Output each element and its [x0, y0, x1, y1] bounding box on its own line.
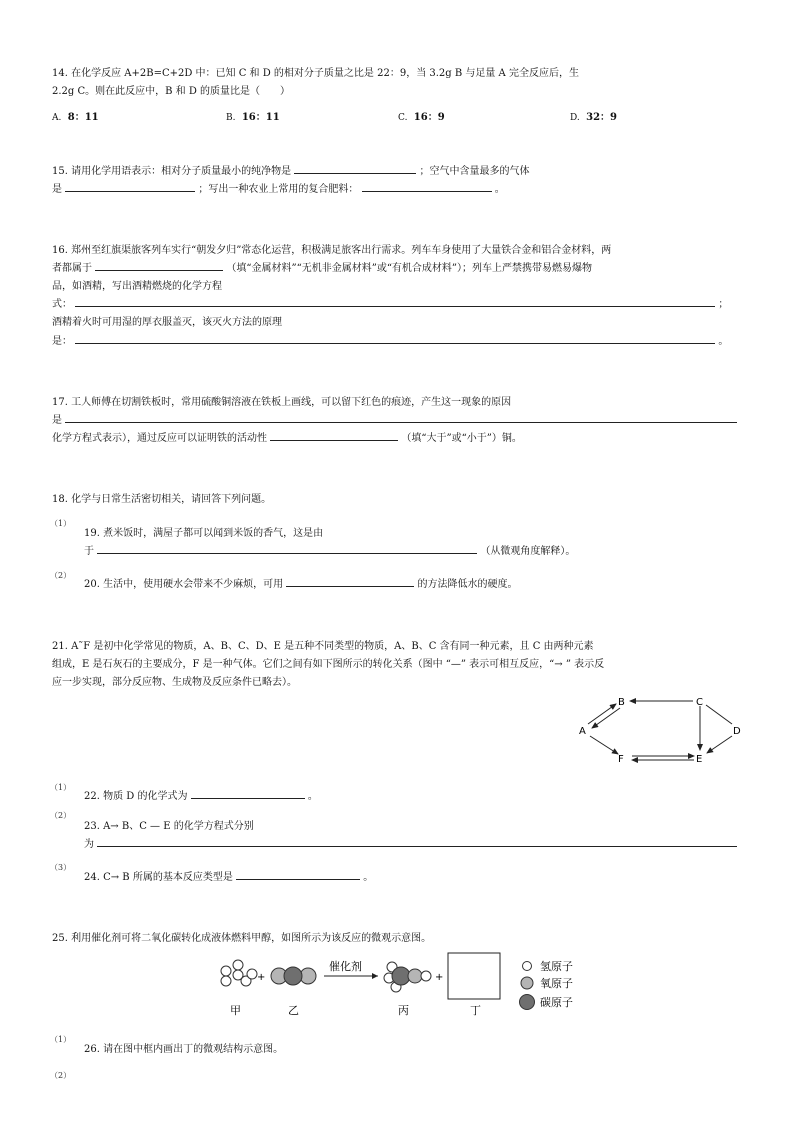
q19-line1: 19. 煮米饭时，满屋子都可以闻到米饭的香气，这是由	[84, 528, 324, 539]
subquestion-marker: （1）	[50, 519, 72, 528]
q25-reaction-diagram	[212, 950, 592, 1020]
answer-blank[interactable]	[294, 163, 416, 174]
option-letter: A.	[52, 113, 62, 123]
q21-line3: 应一步实现，部分反应物、生成物及反应条件已略去）。	[52, 677, 297, 688]
q15-text-b: ；空气中含量最多的气体	[419, 166, 530, 177]
q24-line	[84, 868, 373, 883]
q22-text: 。	[307, 791, 318, 802]
node-a: A	[579, 726, 586, 737]
q15-line2	[52, 180, 505, 195]
q22-line	[84, 787, 318, 802]
subquestion-marker: （3）	[50, 863, 72, 872]
q16-line4	[52, 295, 728, 310]
node-b: B	[618, 697, 625, 708]
q17-line1: 17. 工人师傅在切割铁板时，常用硫酸铜溶液在铁板上画线，可以留下红色的痕迹，产生这一现象的原因	[52, 397, 512, 408]
label-yi: 乙	[288, 1004, 299, 1017]
answer-blank[interactable]	[236, 869, 360, 880]
q14-line2: 2.2g C。则在此反应中，B 和 D 的质量比是（ ）	[52, 86, 291, 97]
answer-blank[interactable]	[75, 296, 715, 307]
plus-sign: +	[435, 972, 444, 983]
arrow-a-to-f	[590, 736, 618, 754]
q24-text: 24. C→ B 所属的基本反应类型是	[84, 872, 233, 883]
answer-blank[interactable]	[286, 576, 414, 587]
option-text: 8：11	[67, 112, 99, 123]
node-c: C	[696, 697, 703, 708]
answer-blank[interactable]	[65, 412, 737, 423]
q25-line1: 25. 利用催化剂可将二氧化碳转化成液体燃料甲醇，如图所示为该反应的微观示意图。	[52, 933, 432, 944]
q16-line3: 品，如酒精，写出酒精燃烧的化学方程	[52, 281, 222, 292]
q17-line3	[52, 429, 522, 444]
q15-text-c: 是	[52, 184, 62, 195]
q26-line: 26. 请在图中框内画出丁的微观结构示意图。	[84, 1044, 284, 1055]
q23-text: 为	[84, 839, 94, 850]
q16-text: 是：	[52, 336, 72, 347]
line-c-d	[706, 705, 732, 724]
answer-blank[interactable]	[270, 430, 398, 441]
option-letter: C.	[398, 113, 408, 123]
q24-text: 。	[363, 872, 374, 883]
q17-text: （填“大于”或“小于”）铜。	[401, 433, 522, 444]
q16-line2	[52, 259, 592, 274]
q20-text: 20. 生活中，使用硬水会带来不少麻烦，可用	[84, 579, 284, 590]
q21-relation-diagram	[576, 690, 746, 770]
answer-blank[interactable]	[75, 333, 715, 344]
q16-line5: 酒精着火时可用湿的厚衣服盖灭，该灭火方法的原理	[52, 317, 282, 328]
q23-line1: 23. A→ B、C — E 的化学方程式分别	[84, 821, 254, 832]
q16-text: （填“金属材料”“无机非金属材料”或“有机合成材料”）；列车上严禁携带易燃易爆物	[226, 263, 593, 274]
q19-text: 于	[84, 546, 94, 557]
q23-line2	[84, 835, 737, 850]
legend-label-carbon: 碳原子	[540, 996, 573, 1009]
legend-swatch-carbon	[520, 995, 535, 1010]
legend-swatch-oxygen	[521, 977, 533, 989]
arrow-d-to-e	[707, 736, 732, 753]
subquestion-marker: （2）	[50, 1071, 72, 1080]
q16-text: 式：	[52, 299, 72, 310]
label-bing: 丙	[398, 1004, 409, 1017]
q14-option-c[interactable]	[398, 108, 445, 123]
q16-line6	[52, 332, 728, 347]
answer-blank[interactable]	[97, 836, 737, 847]
q15-text-a: 15. 请用化学用语表示：相对分子质量最小的纯净物是	[52, 166, 292, 177]
option-text: 16：11	[241, 112, 280, 123]
q21-line1: 21. A˜F 是初中化学常见的物质，A、B、C、D、E 是五种不同类型的物质，A、B、C 含有同一种元素，且 C 由两种元素	[52, 641, 594, 652]
option-letter: D.	[570, 113, 580, 123]
subquestion-marker: （2）	[50, 811, 72, 820]
label-jia: 甲	[230, 1004, 241, 1017]
molecule-bing	[384, 962, 431, 992]
q16-line1: 16. 郑州至红旗渠旅客列车实行“朝发夕归”常态化运营，积极满足旅客出行需求。列车车身使用了大量铁合金和铝合金材料，两	[52, 245, 612, 256]
q19-text: （从微观角度解释）。	[480, 546, 576, 557]
q17-text: 化学方程式表示），通过反应可以证明铁的活动性	[52, 433, 267, 444]
option-text: 16：9	[413, 112, 445, 123]
q18-title: 18. 化学与日常生活密切相关，请回答下列问题。	[52, 494, 272, 505]
answer-blank[interactable]	[362, 181, 492, 192]
molecule-yi	[271, 967, 316, 985]
q21-line2: 组成，E 是石灰石的主要成分，F 是一种气体。它们之间有如下图所示的转化关系（图中 “—” 表示可相互反应，“→ ” 表示反	[52, 659, 605, 670]
q15-text-e: 。	[494, 184, 505, 195]
node-e: E	[696, 754, 703, 765]
node-d: D	[733, 726, 741, 737]
q16-text: ；	[718, 299, 729, 310]
q15-line1	[52, 162, 529, 177]
q20-line	[84, 575, 517, 590]
answer-box-ding[interactable]	[448, 953, 500, 999]
label-ding: 丁	[470, 1004, 481, 1017]
q20-text: 的方法降低水的硬度。	[417, 579, 518, 590]
option-text: 32：9	[586, 112, 617, 123]
legend-swatch-hydrogen	[523, 962, 532, 971]
subquestion-marker: （2）	[50, 571, 72, 580]
answer-blank[interactable]	[191, 788, 305, 799]
q17-line2	[52, 411, 737, 426]
q14-line1: 14. 在化学反应 A+2B=C+2D 中：已知 C 和 D 的相对分子质量之比是 22：9，当 3.2g B 与足量 A 完全反应后，生	[52, 68, 579, 79]
subquestion-marker: （1）	[50, 1035, 72, 1044]
answer-blank[interactable]	[97, 543, 477, 554]
answer-blank[interactable]	[95, 260, 223, 271]
q16-text: 者都属于	[52, 263, 92, 274]
q14-option-a[interactable]	[52, 108, 99, 123]
molecule-jia	[221, 960, 257, 986]
q14-option-b[interactable]	[226, 108, 280, 123]
option-letter: B.	[226, 113, 236, 123]
legend	[520, 959, 574, 1010]
q22-text: 22. 物质 D 的化学式为	[84, 791, 188, 802]
q17-text: 是	[52, 415, 62, 426]
node-f: F	[618, 754, 624, 765]
q19-line2	[84, 542, 575, 557]
legend-label-hydrogen: 氢原子	[540, 960, 573, 973]
q16-text: 。	[718, 336, 729, 347]
q14-option-d[interactable]	[570, 108, 617, 123]
plus-sign: +	[257, 972, 266, 983]
answer-blank[interactable]	[65, 181, 195, 192]
subquestion-marker: （1）	[50, 783, 72, 792]
legend-label-oxygen: 氧原子	[540, 977, 573, 990]
catalyst-label: 催化剂	[329, 960, 362, 973]
q15-text-d: ；写出一种农业上常用的复合肥料：	[198, 184, 359, 195]
